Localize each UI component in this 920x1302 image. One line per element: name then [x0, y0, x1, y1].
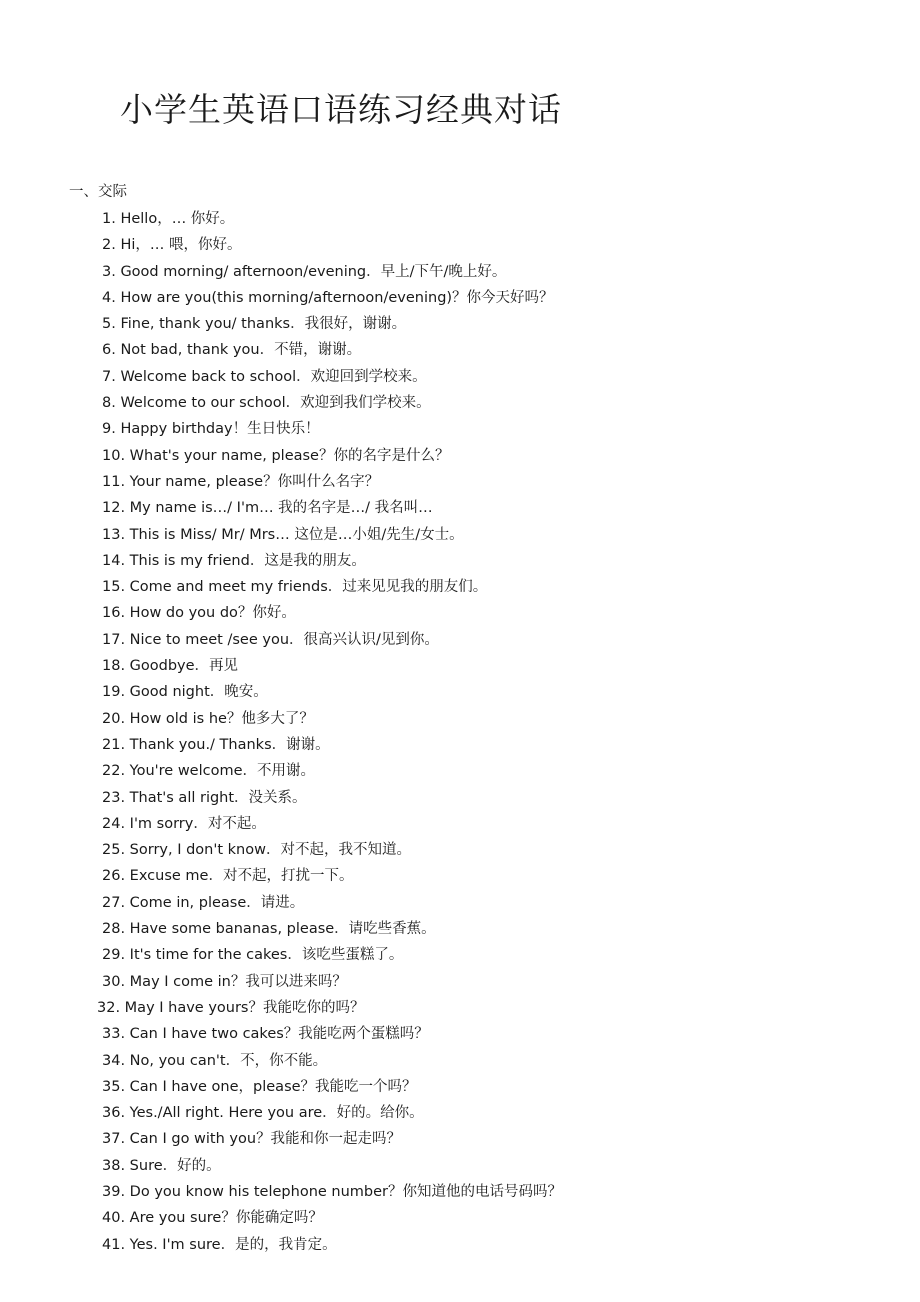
list-item: 33. Can I have two cakes？我能吃两个蛋糕吗？	[102, 1026, 429, 1043]
list-item: 24. I'm sorry．对不起。	[102, 815, 266, 832]
list-item: 40. Are you sure？你能确定吗？	[102, 1210, 323, 1227]
list-item: 5. Fine, thank you/ thanks．我很好，谢谢。	[102, 316, 407, 333]
list-item: 39. Do you know his telephone number？你知道他的电话号码吗？	[102, 1183, 563, 1200]
list-item: 23. That's all right．没关系。	[102, 789, 307, 806]
list-item: 29. It's time for the cakes．该吃些蛋糕了。	[102, 947, 404, 964]
list-item: 6. Not bad, thank you．不错，谢谢。	[102, 342, 362, 359]
list-item: 21. Thank you./ Thanks．谢谢。	[102, 736, 330, 753]
list-item: 36. Yes./All right. Here you are．好的。给你。	[102, 1105, 424, 1122]
list-item: 16. How do you do？你好。	[102, 605, 296, 622]
list-item: 34. No, you can't．不，你不能。	[102, 1052, 328, 1069]
list-item: 17. Nice to meet /see you．很高兴认识/见到你。	[102, 631, 439, 648]
list-item: 19. Good night．晚安。	[102, 684, 268, 701]
list-item: 2. Hi，… 喂，你好。	[102, 237, 242, 254]
list-item: 1. Hello，… 你好。	[102, 211, 235, 227]
list-item: 14. This is my friend．这是我的朋友。	[102, 552, 366, 569]
section-heading: 一、交际	[69, 184, 127, 200]
list-item: 3. Good morning/ afternoon/evening．早上/下午/晚上好。	[102, 263, 507, 280]
list-item: 28. Have some bananas, please．请吃些香蕉。	[102, 921, 436, 938]
list-item: 8. Welcome to our school．欢迎到我们学校来。	[102, 395, 431, 412]
list-item: 7. Welcome back to school．欢迎回到学校来。	[102, 368, 427, 385]
list-item: 25. Sorry, I don't know．对不起，我不知道。	[102, 842, 411, 859]
list-item: 35. Can I have one，please？我能吃一个吗？	[102, 1078, 417, 1095]
list-item: 9. Happy birthday！生日快乐！	[102, 421, 320, 438]
list-item: 32. May I have yours？我能吃你的吗？	[97, 999, 365, 1016]
page-title: 小学生英语口语练习经典对话	[120, 90, 562, 129]
list-item: 22. You're welcome．不用谢。	[102, 763, 316, 780]
list-item: 4. How are you(this morning/afternoon/evening)？你今天好吗？	[102, 289, 554, 306]
list-item: 12. My name is…/ I'm… 我的名字是…/ 我名叫…	[102, 500, 433, 517]
list-item: 41. Yes. I'm sure．是的，我肯定。	[102, 1236, 337, 1253]
list-item: 13. This is Miss/ Mr/ Mrs… 这位是…小姐/先生/女士。	[102, 526, 464, 543]
list-item: 27. Come in, please．请进。	[102, 894, 305, 911]
list-item: 11. Your name, please？你叫什么名字？	[102, 473, 380, 490]
list-item: 38. Sure．好的。	[102, 1157, 221, 1174]
phrase-list	[0, 206, 562, 1258]
list-item: 10. What's your name, please？你的名字是什么？	[102, 447, 450, 464]
list-item: 26. Excuse me．对不起，打扰一下。	[102, 868, 354, 885]
list-item: 37. Can I go with you？我能和你一起走吗？	[102, 1131, 402, 1148]
list-item: 30. May I come in？我可以进来吗？	[102, 973, 347, 990]
list-item: 20. How old is he？他多大了？	[102, 710, 314, 727]
list-item: 18. Goodbye．再见	[102, 658, 239, 675]
list-item: 15. Come and meet my friends．过来见见我的朋友们。	[102, 579, 488, 596]
